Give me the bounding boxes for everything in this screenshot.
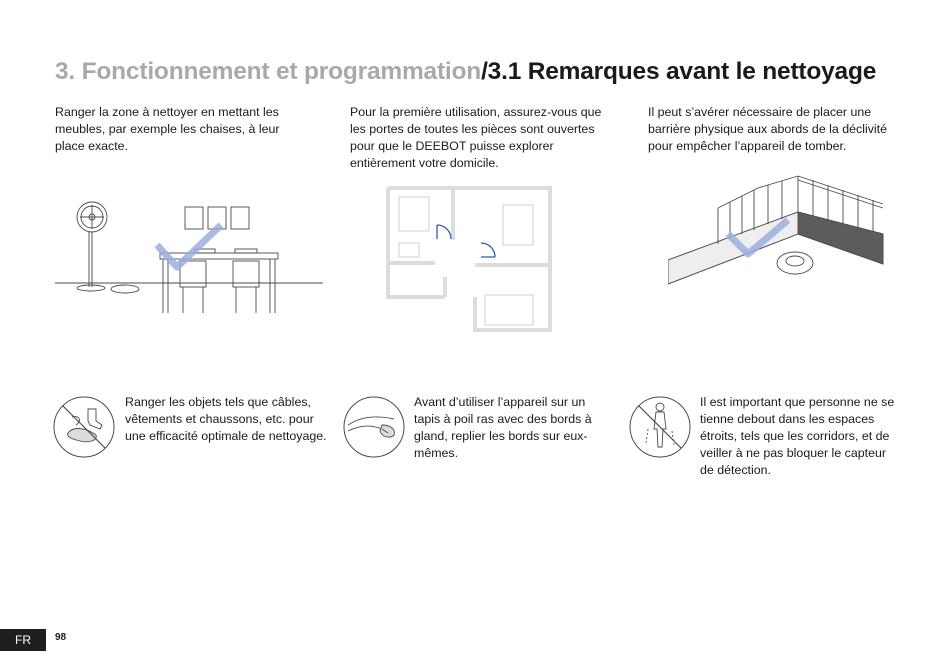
barrier-illustration bbox=[668, 172, 886, 292]
page-title bbox=[55, 58, 876, 86]
subsection-title: /3.1 Remarques avant le nettoyage bbox=[481, 58, 877, 85]
section-title: 3. Fonctionnement et programmation bbox=[55, 58, 482, 85]
instruction-doors: Pour la première utilisation, assurez-vous que les portes de toutes les pièces sont ouvertes pour que le DEEBOT puisse explorer entièrement votre domicile. bbox=[350, 105, 602, 170]
tip-no-standing: Il est important que personne ne se tienne debout dans les espaces étroits, tels que les corridors, et de veiller à ne pas bloquer le capteur de détection. bbox=[700, 395, 895, 477]
furniture-illustration bbox=[55, 195, 325, 320]
floor-plan-illustration bbox=[385, 185, 555, 333]
instruction-barrier: Il peut s’avérer nécessaire de placer une barrière physique aux abords de la déclivité pour empêcher l’appareil de tomber. bbox=[648, 105, 888, 153]
no-objects-icon bbox=[52, 395, 116, 459]
page-number: 98 bbox=[55, 632, 67, 643]
carpet-fringe-icon bbox=[342, 395, 406, 459]
instruction-furniture: Ranger la zone à nettoyer en mettant les meubles, par exemple les chaises, à leur place exacte. bbox=[55, 105, 280, 153]
tip-tidy-objects: Ranger les objets tels que câbles, vêtements et chaussons, etc. pour une efficacité optimale de nettoyage. bbox=[125, 395, 327, 443]
language-tab: FR bbox=[0, 629, 46, 651]
tip-carpet-fringe: Avant d’utiliser l’appareil sur un tapis à poil ras avec des bords à gland, replier les bords sur eux-mêmes. bbox=[414, 395, 592, 460]
no-standing-person-icon bbox=[628, 395, 692, 459]
